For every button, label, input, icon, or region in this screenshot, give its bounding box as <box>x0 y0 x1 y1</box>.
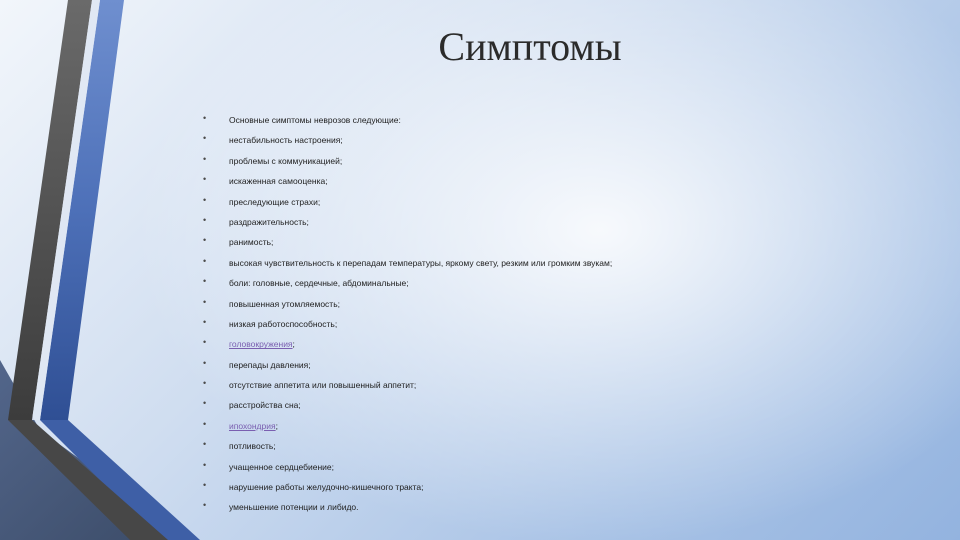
bullet-icon: • <box>203 235 207 246</box>
list-item <box>200 378 612 398</box>
bullet-icon: • <box>203 133 207 144</box>
item-text: отсутствие аппетита или повышенный аппетит; <box>229 380 417 391</box>
list-item <box>200 398 612 418</box>
bullet-icon: • <box>203 153 207 164</box>
item-text: низкая работоспособность; <box>229 318 338 329</box>
bullet-icon: • <box>203 378 207 389</box>
item-text: искаженная самооценка; <box>229 176 328 187</box>
list-item <box>200 195 612 215</box>
item-punctuation: ; <box>292 339 295 350</box>
list-item <box>200 460 612 480</box>
bullet-icon: • <box>203 398 207 409</box>
item-text: высокая чувствительность к перепадам температуры, яркому свету, резким или громким звукам; <box>229 257 613 268</box>
item-text: преследующие страхи; <box>229 196 321 207</box>
list-item <box>200 317 612 337</box>
item-text: нестабильность настроения; <box>229 135 343 146</box>
symptom-list <box>200 113 612 521</box>
link-dizziness[interactable]: головокружения <box>229 339 293 350</box>
bullet-icon: • <box>203 276 207 287</box>
bullet-icon: • <box>203 439 207 450</box>
item-text: проблемы с коммуникацией; <box>229 155 343 166</box>
list-item <box>200 500 612 520</box>
item-text: раздражительность; <box>229 216 309 227</box>
bullet-icon: • <box>203 480 207 491</box>
list-item <box>200 439 612 459</box>
list-item <box>200 297 612 317</box>
bullet-icon: • <box>203 255 207 266</box>
list-item <box>200 256 612 276</box>
list-item <box>200 419 612 439</box>
item-text: нарушение работы желудочно-кишечного тракта; <box>229 482 424 493</box>
item-text: ранимость; <box>229 237 274 248</box>
item-text: учащенное сердцебиение; <box>229 461 334 472</box>
bullet-icon: • <box>203 113 207 123</box>
item-text: боли: головные, сердечные, абдоминальные; <box>229 278 409 289</box>
list-item <box>200 235 612 255</box>
slide-title: Симптомы <box>438 24 622 69</box>
bullet-icon: • <box>203 418 207 429</box>
list-item <box>200 154 612 174</box>
list-item <box>200 337 612 357</box>
item-text: потливость; <box>229 441 276 452</box>
bullet-icon: • <box>203 296 207 307</box>
list-item <box>200 480 612 500</box>
list-item <box>200 215 612 235</box>
item-text: Основные симптомы неврозов следующие: <box>229 115 401 125</box>
item-text: повышенная утомляемость; <box>229 298 340 309</box>
bullet-icon: • <box>203 500 207 511</box>
list-item <box>200 113 612 133</box>
bullet-icon: • <box>203 174 207 185</box>
bullet-icon: • <box>203 214 207 225</box>
item-punctuation: ; <box>275 420 278 431</box>
item-text: расстройства сна; <box>229 400 301 411</box>
item-text: перепады давления; <box>229 359 311 370</box>
bullet-icon: • <box>203 459 207 470</box>
link-hypochondria[interactable]: ипохондрия <box>229 420 276 431</box>
list-item <box>200 133 612 153</box>
list-item <box>200 174 612 194</box>
bullet-icon: • <box>203 357 207 368</box>
list-item <box>200 276 612 296</box>
list-item <box>200 358 612 378</box>
bullet-icon: • <box>203 337 207 348</box>
item-text: уменьшение потенции и либидо. <box>229 502 359 513</box>
bullet-icon: • <box>203 194 207 205</box>
bullet-icon: • <box>203 316 207 327</box>
